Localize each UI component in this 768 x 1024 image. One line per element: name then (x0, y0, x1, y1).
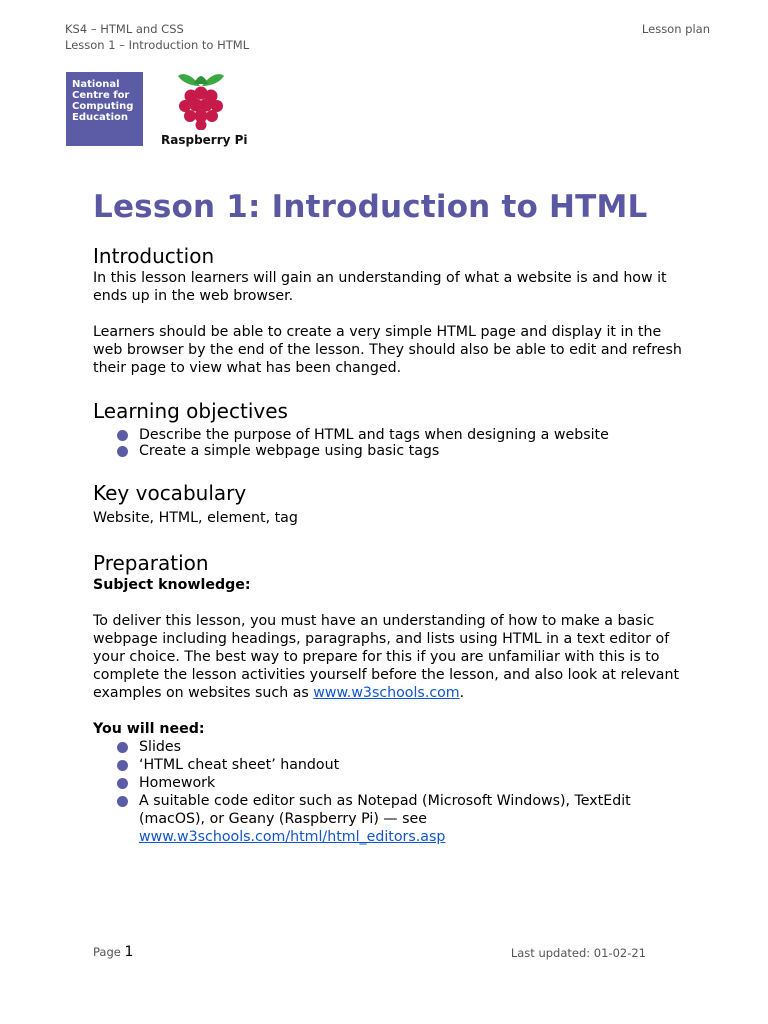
materials-list (93, 738, 693, 846)
header-lesson: Lesson 1 – Introduction to HTML (65, 37, 250, 52)
header-course: KS4 – HTML and CSS (65, 22, 184, 36)
list-item-text: A suitable code editor such as Notepad (Microsoft Windows), TextEdit (macOS), or Geany (Raspberry Pi) — see (139, 793, 631, 827)
intro-paragraph-2: Learners should be able to create a very simple HTML page and display it in the web browser by the end of the lesson. They should also be able to edit and refresh their page to view what has been changed. (93, 324, 682, 376)
section-heading-objectives: Learning objectives (93, 399, 288, 423)
bullet-icon (117, 742, 128, 753)
list-item (93, 738, 693, 756)
bullet-icon (117, 796, 128, 807)
list-item (93, 774, 693, 792)
raspberry-pi-wordmark: Raspberry Pi (161, 133, 248, 147)
objectives-list (93, 426, 693, 460)
w3schools-link[interactable]: www.w3schools.com (313, 685, 460, 701)
header-left (65, 22, 249, 53)
footer-last-updated: Last updated: 01-02-21 (510, 946, 646, 960)
section-heading-preparation: Preparation (93, 551, 209, 575)
subject-knowledge-paragraph (93, 612, 693, 702)
raspberry-icon (174, 70, 228, 130)
bullet-icon (117, 760, 128, 771)
bullet-icon (117, 778, 128, 789)
page-number: 1 (124, 944, 134, 960)
list-item-text: Describe the purpose of HTML and tags when designing a website (139, 427, 609, 443)
footer-page (93, 944, 133, 960)
list-item (93, 792, 693, 846)
ncce-logo (66, 72, 143, 146)
list-item-text: ‘HTML cheat sheet’ handout (139, 757, 340, 773)
ncce-logo-line: National (72, 79, 120, 90)
bullet-icon (117, 430, 128, 441)
main-content (93, 188, 693, 846)
list-item-text: Slides (139, 739, 182, 755)
page-title: Lesson 1: Introduction to HTML (93, 189, 648, 225)
vocabulary-text: Website, HTML, element, tag (93, 510, 298, 526)
intro-paragraph-1: In this lesson learners will gain an understanding of what a website is and how it ends up in the web browser. (93, 270, 667, 304)
raspberry-pi-logo (158, 70, 248, 150)
section-heading-introduction: Introduction (93, 244, 215, 268)
ncce-logo-line: Computing (72, 101, 134, 112)
list-item (93, 756, 693, 774)
list-item (93, 442, 693, 460)
you-will-need-label: You will need: (93, 721, 205, 737)
bullet-icon (117, 446, 128, 457)
page-label: Page (93, 945, 121, 959)
html-editors-link[interactable]: www.w3schools.com/html/html_editors.asp (139, 829, 446, 845)
subject-knowledge-text: To deliver this lesson, you must have an understanding of how to make a basic webpage including headings, paragraphs, and lists using HTML in a text editor of your choice. The best way to prepare for this if you are unfamiliar with this is to complete the lesson activities yourself before the lesson, and also look at relevant examples on websites such as (93, 613, 680, 701)
subject-knowledge-label: Subject knowledge: (93, 577, 251, 593)
list-item-text: Homework (139, 775, 216, 791)
ncce-logo-line: Education (72, 112, 128, 123)
section-heading-vocabulary: Key vocabulary (93, 481, 247, 505)
ncce-logo-line: Centre for (72, 90, 130, 101)
header-doc-type: Lesson plan (641, 22, 710, 36)
list-item-text: Create a simple webpage using basic tags (139, 443, 440, 459)
subject-knowledge-end: . (459, 685, 465, 701)
